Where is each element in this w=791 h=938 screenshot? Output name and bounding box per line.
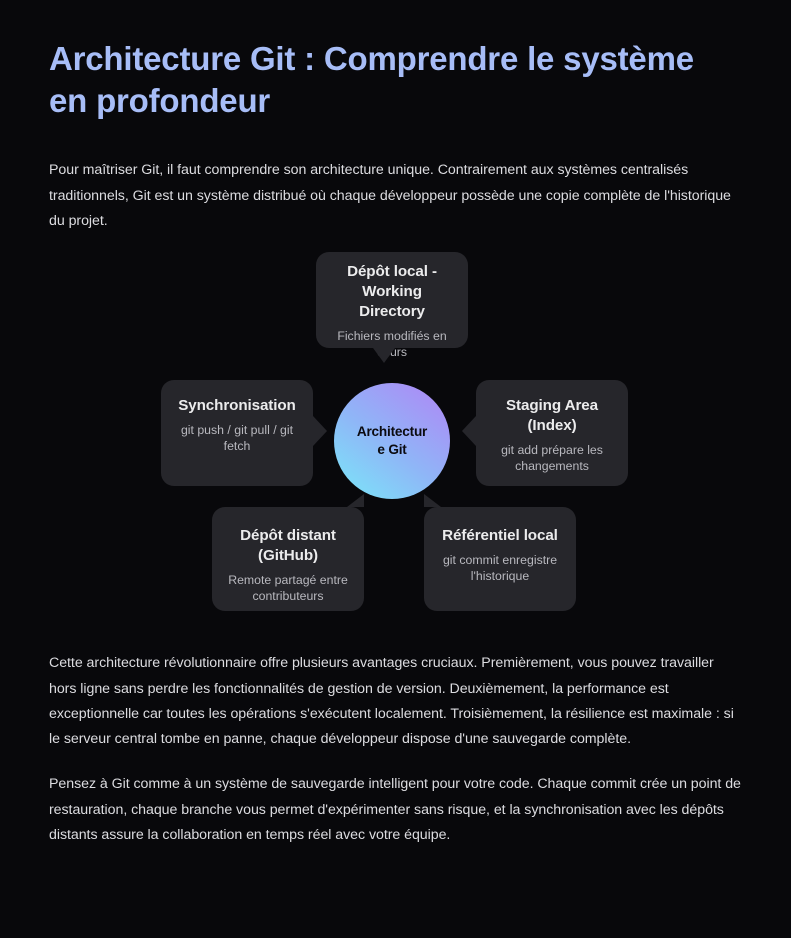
body-paragraph-analogy: Pensez à Git comme à un système de sauvegarde intelligent pour votre code. Chaque commit crée un point de restauration, chaque branche vous permet d'expérimenter sans risque, et la synchronisation avec les dépôts distants assure la collaboration en temps réel avec votre équipe. [49,776,741,843]
git-architecture-diagram [48,252,741,627]
diagram-node-synchronisation[interactable] [161,380,313,486]
diagram-node-staging-area[interactable] [476,380,628,486]
node-title: Dépôt distant (GitHub) [240,527,336,565]
node-description: git push / git pull / git fetch [180,423,294,454]
node-title: Staging Area (Index) [506,397,598,435]
hub-label: Architecture Git [356,424,428,458]
node-description: Remote partagé entre contributeurs [228,572,348,604]
page-title: Architecture Git : Comprendre le système en profondeur [49,40,694,120]
diagram-node-remote-repository[interactable] [212,507,364,611]
body-paragraph-advantages: Cette architecture révolutionnaire offre plusieurs avantages cruciaux. Premièrement, vous pouvez travailler hors ligne sans perdre les fonctionnalités de gestion de version. Deuxièmement, la performance est exceptionnelle car toutes les opérations s'exécutent localement. Troisièmement, la résilience est maximale : si le serveur central tombe en panne, chaque développeur dispose d'une sauvegarde complète. [49,655,734,748]
node-description: Fichiers modifiés en cours [337,328,447,359]
node-description: git add prépare les changements [501,442,603,474]
node-title: Dépôt local - Working Directory [347,263,437,320]
intro-paragraph: Pour maîtriser Git, il faut comprendre son architecture unique. Contrairement aux systèmes centralisés traditionnels, Git est un système distribué où chaque développeur possède une copie complète de l'historique du projet. [49,162,731,230]
diagram-node-working-directory[interactable] [316,252,468,359]
node-title: Synchronisation [178,397,296,415]
node-title: Référentiel local [442,527,558,545]
diagram-hub-architecture-git[interactable] [334,383,450,499]
diagram-node-local-repository[interactable] [424,507,576,611]
node-description: git commit enregistre l'historique [442,553,558,584]
